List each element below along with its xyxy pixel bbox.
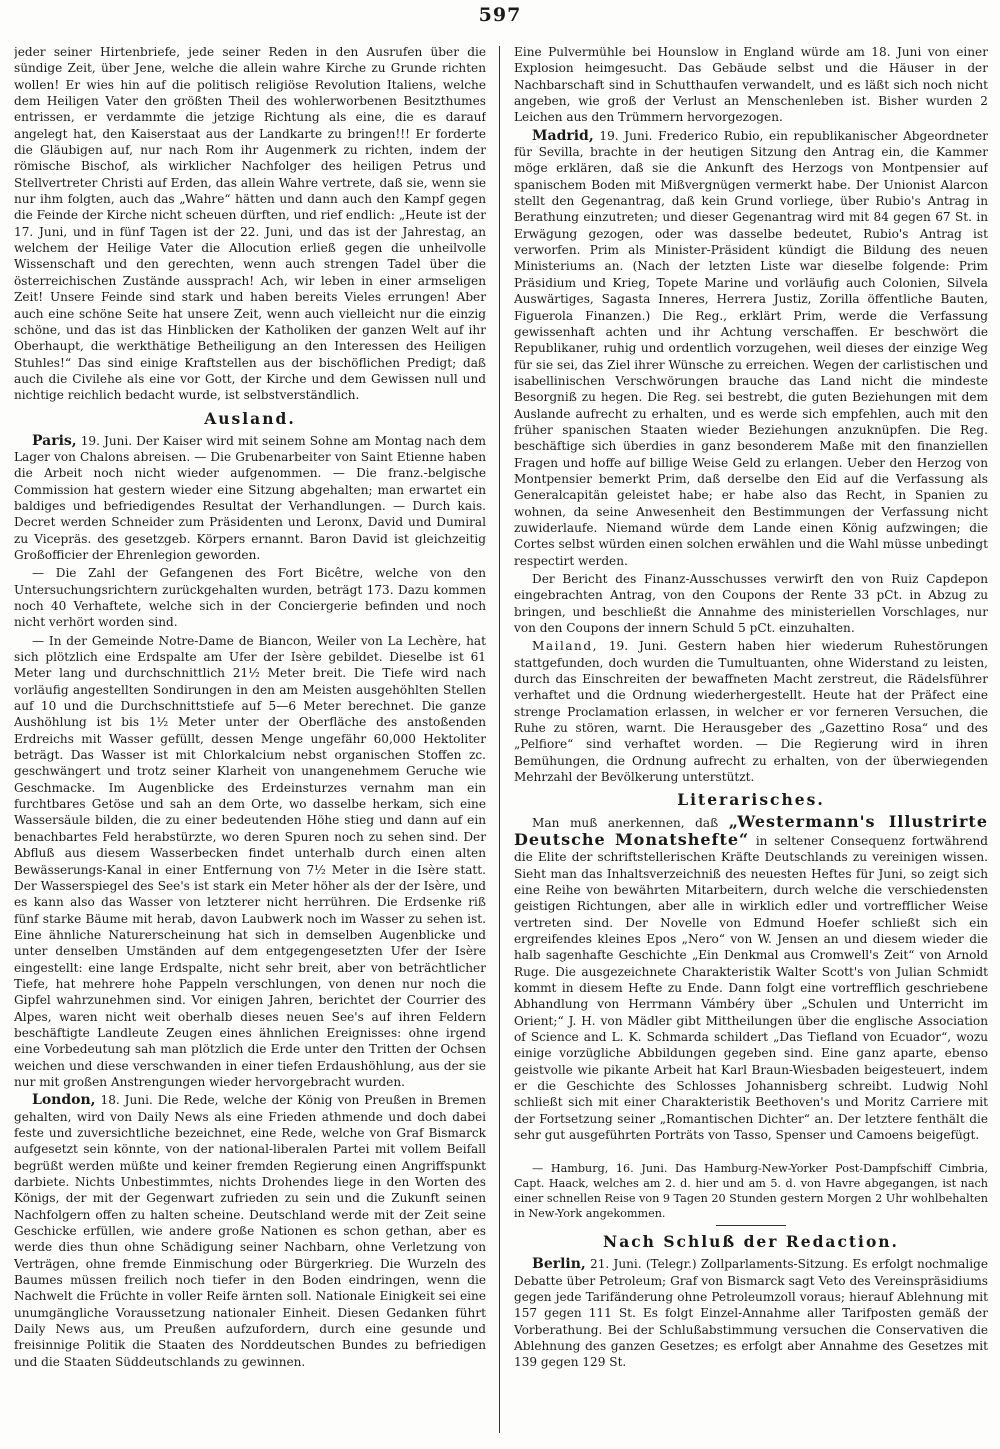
section-separator — [716, 1225, 786, 1226]
literarisches-text: in seltener Consequenz fortwährend die Elite der schriftstellerischen Kräfte Deutschlands zu vereinigen wissen. Sieht man das Inhaltsverzeichniß des neuesten Heftes für Juni, so zeigt sich eine Reihe von bewährten Mitarbeitern, durch welche die verschiedensten geistigen Richtungen, aber alle in wirklich edler und vortrefflicher Weise vertreten sind. Der Novelle von Edmund Hoefer schließt sich ein ergreifendes kleines Epos „Nero“ von W. Jensen an und diesem wieder die halb sagenhafte Geschichte „Ein Denkmal aus Cromwell's Zeit“ von Arnold Ruge. Die ausgezeichnete Charakteristik Walter Scott's von Julian Schmidt kommt in diesem Hefte zu Ende. Dann folgt eine vortrefflich geschriebene Abhandlung von Herrmann Vámbéry über „Schulen und Unterricht im Orient;“ J. H. von Mädler gibt Mittheilungen über die englische Association of Science and L. K. Schmarda schildert „Das Tiefland von Ecuador“, wozu einige vorzügliche Abbildungen gegeben sind. Eine ganz aparte, ebenso geistvolle wie pikante Arbeit hat Karl Braun-Wiesbaden beigesteuert, indem er die Geschichte des Schlosses Johannisberg schreibt. Ludwig Nohl schließt sich mit einer Charakteristik Beethoven's und Moritz Carriere mit der Fortsetzung seiner „Romantischen Dichter“ an. Der letztere fenthält die sehr gut ausgeführten Porträts von Tasso, Spenser und Camoens beigefügt. — [514, 833, 988, 1142]
mailand-article — [514, 638, 988, 785]
mailand-dateline: Mailand, — [532, 639, 598, 654]
literarisches-article — [514, 814, 988, 1143]
london-dateline: London, — [32, 1092, 96, 1109]
madrid-dateline: Madrid, — [532, 127, 594, 144]
madrid-article — [514, 128, 988, 569]
mailand-text: 19. Juni. Gestern haben hier wiederum Ruhestörungen stattgefunden, doch wurden die Tumultuanten, ohne Widerstand zu leisten, durch das Einschreiten der bewaffneten Macht zerstreut, die Rädelsführer verhaftet und die Ordnung wiederhergestellt. Heute hat der Präfect eine strenge Proclamation erlassen, in welcher er vor ferneren Versuchen, die Ruhe zu stören, warnt. Die Herausgeber des „Gazettino Rosa“ und des „Pelfiore“ sind verhaftet worden. — Die Regierung wird in ihren Bemühungen, die Ordnung aufrecht zu erhalten, von der überwiegenden Mehrzahl der Bevölkerung unterstützt. — [514, 639, 988, 785]
literarisches-intro: Man muß anerkennen, daß — [532, 816, 729, 831]
page-number: 597 — [478, 4, 522, 26]
paris-prisoners-paragraph: — Die Zahl der Gefangenen des Fort Bicêtre, welche von den Untersuchungsrichtern zurückgehalten wurden, beträgt 173. Dazu kommen noch 40 Verhaftete, welche sich in der Conciergerie befinden und noch nicht verhört worden sind. — [14, 566, 486, 630]
berlin-text: 21. Juni. (Telegr.) Zollparlaments-Sitzung. Es erfolgt nochmalige Debatte über Petroleum; Graf von Bismarck sagt Veto des Vereinspräsidiums gegen jede Tarifänderung ohne Petroleumzoll voraus; hierauf Ablehnung mit 157 gegen 111 St. Es folgt Einzel-Annahme aller Tarifposten gemäß der Vorberathung. Bei der Schlußabstimmung versuchen die Conservativen die Ablehnung des ganzen Gesetzes; es erfolgt aber Annahme des Gesetzes mit 139 gegen 129 St. — [514, 1257, 988, 1370]
berlin-article — [514, 1256, 988, 1370]
left-column — [14, 44, 486, 1435]
london-text: 18. Juni. Die Rede, welche der König von Preußen in Bremen gehalten, wird von Daily News als eine Frieden athmende und doch dabei feste und zuversichtliche bezeichnet, eine Rede, welche von Graf Bismarck aufgesetzt sein könnte, von der national-liberalen Partei mit vollem Beifall begrüßt werden müßte und keiner fremden Regierung einen Angriffspunkt darbiete. Nichts Unbestimmtes, nichts Drohendes liege in den Worten des Königs, der mit der Gegenwart zufrieden zu sein und die Zukunft seinen Nachfolgern offen zu halten scheine. Deutschland werde mit der Zeit seine Geschicke erfüllen, wie andere große Nationen es schon gethan, aber es werde dies thun ohne Schädigung seiner Nachbarn, ohne Verletzung von Verträgen, ohne fremde Einmischung oder Bürgerkrieg. Die Wurzeln des Baumes müssen freilich noch tiefer in den Boden eindringen, wenn die Nachwelt die Früchte in voller Reife ärnten soll. Nationale Einigkeit sei eine unumgängliche Voraussetzung nationaler Einheit. Diesen Gedanken führt Daily News aus, um Preußen aufzufordern, durch eine gesunde und freisinnige Politik die Staaten des Norddeutschen Bundes zu befriedigen und die Staaten Süddeutschlands zu gewinnen. — [14, 1093, 486, 1369]
literarisches-heading: Literarisches. — [677, 790, 825, 810]
right-column — [514, 44, 988, 1435]
column-divider — [499, 46, 500, 1433]
westermann-title: „Westermann's Illustrirte Deutsche Monatshefte“ — [514, 812, 988, 849]
nach-schluss-heading: Nach Schluß der Redaction. — [603, 1232, 899, 1252]
bishop-sermon-paragraph: jeder seiner Hirtenbriefe, jede seiner Reden in den Ausrufen über die sündige Zeit, über Jene, welche die allein wahre Kirche zu Grunde richten wollen! Er wies hin auf die politisch religiöse Revolution Italiens, welche dem Heiligen Vater den größten Theil des wohlerworbenen Besitzthumes entrissen, er verdammte die jetzige Richtung als eine, die es darauf angelegt hat, den Kaiserstaat aus der Landkarte zu bringen!!! Er forderte die Gläubigen auf, nur nach Rom ihr Augenmerk zu richten, indem der römische Bischof, als wirklicher Nachfolger des heiligen Petrus und Stellvertreter Christi auf Erden, das allein Wahre vertrete, daß sie, wenn sie nur ihm folgten, auch das „Wahre“ hätten und dann auch den Kampf gegen die Feinde der Kirche nicht scheuen dürften, und rief endlich: „Heute ist der 17. Juni, und in fünf Tagen ist der 22. Juni, und das ist der Jahrestag, an welchem der Heilige Vater die Allocution erließ gegen die unheilvolle Wissenschaft und den gerechten, wenn auch strengen Tadel über die österreichischen Zustände aussprach! Ach, wir leben in einer armseligen Zeit! Unsere Feinde sind stark und haben bereits Vieles errungen! Aber auch eine schöne Seite hat unsere Zeit, wenn auch vielleicht nur die einzig schöne, und das ist das Hinblicken der Katholiken der ganzen Welt auf ihr Oberhaupt, die werkthätige Betheiligung an den Interessen des Heiligen Stuhles!“ Das sind einige Kraftstellen aus der bischöflichen Predigt; daß auch die Civilehe als eine vor Gott, der Kirche und dem Gewissen null und nichtige reichlich bedacht wurde, ist selbstverständlich. — [14, 45, 486, 403]
hamburg-note: — Hamburg, 16. Juni. Das Hamburg-New-Yorker Post-Dampfschiff Cimbria, Capt. Haack, welches am 2. d. hier und am 5. d. von Havre abgegangen, ist nach einer schnellen Reise von 9 Tagen 20 Stunden gestern Morgen 2 Uhr wohlbehalten in New-York angekommen. — [514, 1162, 988, 1221]
paris-dateline: Paris, — [32, 432, 77, 449]
paris-isere-paragraph: — In der Gemeinde Notre-Dame de Biancon, Weiler von La Lechère, hat sich plötzlich eine Erdspalte am Ufer der Isère gebildet. Dieselbe ist 61 Meter lang und durchschnittlich 21½ Meter breit. Die Tiefe wird nach vorläufig angestellten Sondirungen in den am Meisten ausgehöhlten Stellen auf 10 und die Durchschnittstiefe auf 5—6 Meter berechnet. Die ganze Aushöhlung ist bis 1½ Meter unter der Oberfläche des anstoßenden Erdreichs mit Wasser gefüllt, dessen Menge ungefähr 60,000 Hektoliter beträgt. Das Wasser ist mit Chlorkalcium nebst organischen Stoffen zc. geschwängert und trotz seiner Klarheit von unangenehmem Geruche wie Geschmacke. Im Augenblicke des Erdeinsturzes vernahm man ein furchtbares Getöse und sah an dem Orte, wo dasselbe herkam, sich eine Wassersäule bilden, die zu einer bedeutenden Höhe stieg und dann auf ein benachbartes Feld herabstürzte, wo deren Spuren noch zu sehen sind. Der Abfluß aus diesem Wasserbecken findet unterhalb durch einen alten Bewässerungs-Kanal in einer Entfernung von 7½ Meter in die Isère statt. Der Wasserspiegel des See's ist stark ein Meter höher als der der Isère, und es kann also das Wasser von letzterer nicht herrühren. Die Erdsenke riß fünf starke Bäume mit herab, davon Laubwerk noch im Wasser zu sehen ist. Eine ähnliche Naturerscheinung hat sich in demselben Augenblicke und unter denselben Umständen auf dem entgegengesetzten Ufer der Isère eingestellt: eine lange Erdspalte, nicht sehr breit, aber von beträchtlicher Tiefe, hat mehrere hohe Pappeln verschlungen, von denen nur noch die Gipfel wahrzunehmen sind. Vor einigen Jahren, berichtet der Courrier des Alpes, waren nicht weit oberhalb dieses neuen See's auf ihren Feldern beschäftigte Landleute Zeugen eines ähnlichen Ereignisses: ohne irgend eine Vorbedeutung sah man plötzlich die Erde unter den Tritten der Ochsen weichen und diese verschwanden in einer tiefen Erdaushöhlung, aus der sie nur mit großen Anstrengungen wieder hervorgebracht wurden. — [14, 633, 486, 1089]
hounslow-paragraph: Eine Pulvermühle bei Hounslow in England würde am 18. Juni von einer Explosion heimgesucht. Das Gebäude selbst und die Häuser in der Nachbarschaft sind in Schutthaufen verwandelt, und es läßt sich noch nicht angeben, wie groß der Verlust an Menschenleben ist. Bisher wurden 2 Leichen aus den Trümmern hervorgezogen. — [514, 45, 988, 125]
ausland-heading: Ausland. — [204, 408, 296, 428]
paris-article — [14, 433, 486, 564]
berlin-dateline: Berlin, — [532, 1256, 586, 1273]
madrid-finance-paragraph: Der Bericht des Finanz-Ausschusses verwirft den von Ruiz Capdepon eingebrachten Antrag, von den Coupons der Rente 33 pCt. in Abzug zu bringen, und beschließt die Annahme des ministeriellen Vorschlages, nur von den Coupons der innern Schuld 5 pCt. einzuhalten. — [514, 572, 988, 636]
madrid-text: 19. Juni. Frederico Rubio, ein republikanischer Abgeordneter für Sevilla, brachte in der heutigen Sitzung den Antrag ein, die Kammer möge erklären, daß sie die Ankunft des Herzogs von Montpensier auf spanischem Boden mit Mißvergnügen vermerkt habe. Der Unionist Alarcon stellt den Gegenantrag, daß kein Grund vorliege, über Rubio's Antrag in Berathung einzutreten; und dieser Gegenantrag wird mit 84 gegen 67 St. in Erwägung gezogen, oder was dasselbe bedeutet, Rubio's Antrag ist verworfen. Prim als Minister-Präsident kündigt die Bildung des neuen Ministeriums an. (Nach der letzten Liste war dieselbe folgende: Prim Präsidium und Krieg, Topete Marine und vorläufig auch Colonien, Silvela Auswärtiges, Sagasta Inneres, Herrera Justiz, Zorilla öffentliche Bauten, Figuerola Finanzen.) Die Reg., erklärt Prim, werde die Verfassung gewissenhaft achten und ihr Achtung verschaffen. Er beschwört die Republikaner, ruhig und ordentlich vorzugehen, weil dieses der einzige Weg für sie sei, das Ziel ihrer Wünsche zu erreichen. Wegen der carlistischen und isabellinischen Verschwörungen brauche das Land nicht die mindeste Besorgniß zu hegen. Die Reg. sei bestrebt, die guten Beziehungen mit dem Auslande aufrecht zu erhalten, und es werde sich empfehlen, auch mit den früher spanischen Staaten wieder Beziehungen anzuknüpfen. Die Reg. beschäftige sich überdies in ganz besonderem Maße mit den finanziellen Fragen und hoffe auf billige Weise Geld zu erlangen. Ueber den Herzog von Montpensier bemerkt Prim, daß derselbe den Eid auf die Verfassung als Generalcapitän geleistet habe; er habe also das Recht, in Spanien zu wohnen, da seine Anwesenheit den Bestimmungen der Verfassung nicht zuwiderlaufe. Niemand würde dem Lande einen König aufzwingen; die Cortes selbst würden einen solchen erwählen und die Wahl müsse unbedingt respectirt werden. — [514, 128, 988, 568]
paris-text: 19. Juni. Der Kaiser wird mit seinem Sohne am Montag nach dem Lager von Chalons abreisen. — Die Grubenarbeiter von Saint Etienne haben die Arbeit noch nicht wieder aufgenommen. — Die franz.-belgische Commission hat gestern wieder eine Sitzung abgehalten; man erwartet ein baldiges und befriedigendes Resultat der Verhandlungen. — Durch kais. Decret werden Schneider zum Präsidenten und Leronx, David und Dumiral zu Vicepräs. des gesetzgeb. Körpers ernannt. Baron David ist gleichzeitig Großofficier der Ehrenlegion geworden. — [14, 433, 486, 562]
london-article — [14, 1092, 486, 1370]
spacer — [514, 1145, 988, 1161]
